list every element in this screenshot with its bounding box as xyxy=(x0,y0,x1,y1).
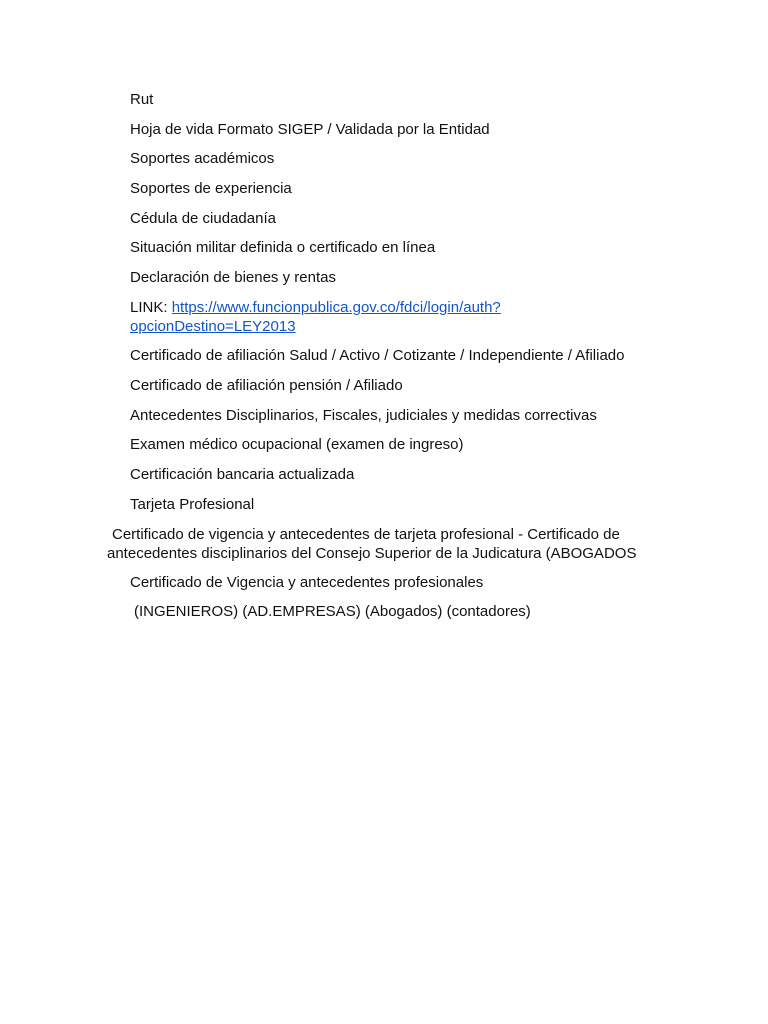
item-certificacion-bancaria: Certificación bancaria actualizada xyxy=(130,466,355,483)
item-declaracion-bienes: Declaración de bienes y rentas xyxy=(130,269,336,286)
item-antecedentes: Antecedentes Disciplinarios, Fiscales, judiciales y medidas correctivas xyxy=(130,407,597,424)
funcionpublica-link-part2[interactable]: opcionDestino=LEY2013 xyxy=(130,318,296,335)
item-profesiones: (INGENIEROS) (AD.EMPRESAS) (Abogados) (contadores) xyxy=(134,603,531,620)
item-situacion-militar: Situación militar definida o certificado en línea xyxy=(130,239,436,256)
item-examen-medico: Examen médico ocupacional (examen de ingreso) xyxy=(130,436,464,453)
item-vigencia-profesionales: Certificado de Vigencia y antecedentes profesionales xyxy=(130,574,484,591)
item-tarjeta-profesional: Tarjeta Profesional xyxy=(130,496,255,513)
link-line xyxy=(130,299,501,317)
link-prefix: LINK: xyxy=(130,299,172,316)
item-soportes-academicos: Soportes académicos xyxy=(130,150,275,167)
funcionpublica-link-part1[interactable]: https://www.funcionpublica.gov.co/fdci/login/auth? xyxy=(171,299,501,316)
vigencia-line-2: antecedentes disciplinarios del Consejo Superior de la Judicatura (ABOGADOS xyxy=(107,545,637,562)
vigencia-line-1: Certificado de vigencia y antecedentes de tarjeta profesional - Certificado de xyxy=(112,526,620,543)
item-afiliacion-salud: Certificado de afiliación Salud / Activo / Cotizante / Independiente / Afiliado xyxy=(130,347,625,364)
item-rut: Rut xyxy=(130,91,154,108)
item-afiliacion-pension: Certificado de afiliación pensión / Afiliado xyxy=(130,377,403,394)
item-hoja-de-vida: Hoja de vida Formato SIGEP / Validada por la Entidad xyxy=(130,121,490,138)
item-soportes-experiencia: Soportes de experiencia xyxy=(130,180,292,197)
link-line-2 xyxy=(130,318,296,336)
item-cedula: Cédula de ciudadanía xyxy=(130,210,276,227)
